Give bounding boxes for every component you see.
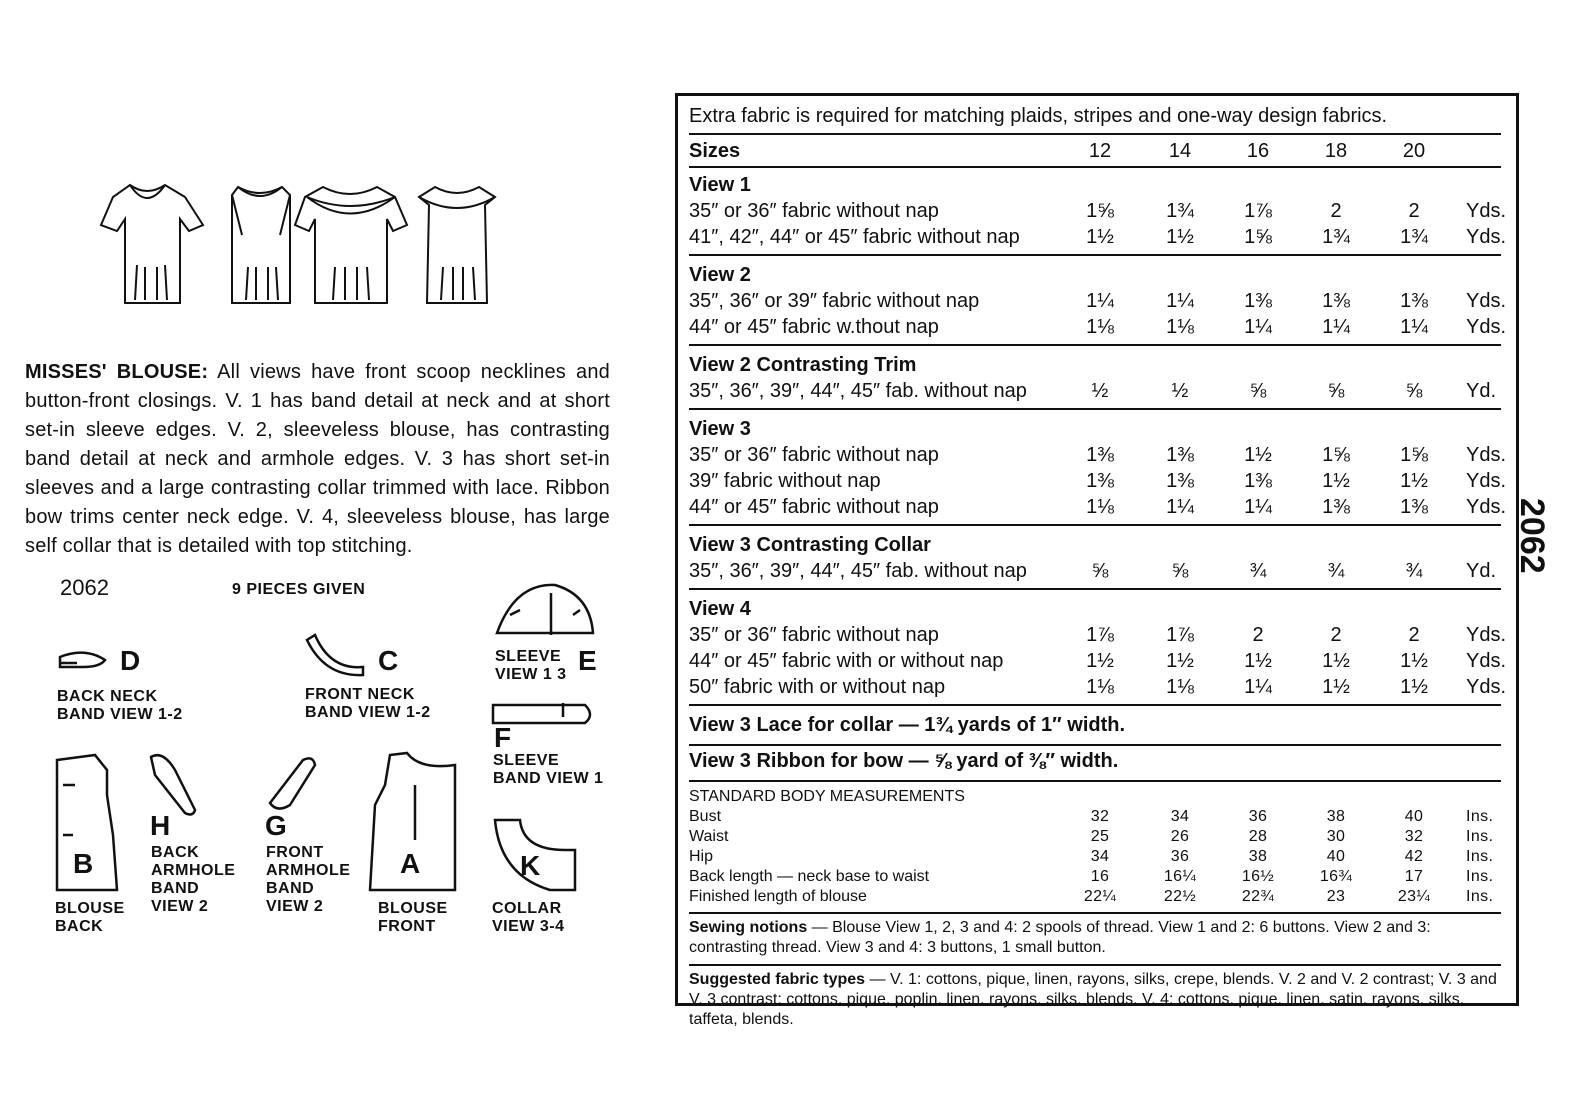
unit-label: Yd. [1466,560,1497,582]
size-value: 1½ [1086,226,1114,248]
size-value: 1⅝ [1244,226,1272,248]
size-value: 1½ [1086,650,1114,672]
unit-label: Yds. [1466,200,1507,222]
size-value: 1⅛ [1086,676,1114,698]
extra-fabric-note: Extra fabric is required for matching plaids, stripes and one-way design fabrics. [689,105,1388,127]
section-title: View 2 Contrasting Trim [689,354,917,376]
unit-label: Yds. [1466,444,1507,466]
piece-F-label: SLEEVE BAND VIEW 1 [493,752,604,787]
fabric-row-label: 35″ or 36″ fabric without nap [689,624,939,646]
piece-D-label: BACK NECK BAND VIEW 1-2 [57,688,183,723]
section-title: View 4 [689,598,751,620]
size-value: 1¾ [1166,200,1194,222]
measurement-label: Bust [689,808,722,825]
piece-F-letter: F [494,722,512,753]
fabrics-lead: Suggested fabric types [689,971,866,988]
size-value: 1⅞ [1086,624,1114,646]
sewing-notions: Sewing notions — Blouse View 1, 2, 3 and 4: 2 spools of thread. View 1 and 2: 6 buttons. View 2 and 3: contrasting thread. View 3 and 4: 3 buttons, 1 small button. [689,919,1431,956]
size-value: 1⅜ [1086,470,1114,492]
size-value: 1⅜ [1086,444,1114,466]
size-value: 2 [1330,200,1342,222]
table-divider [689,524,1501,526]
fabric-row-label: 50″ fabric with or without nap [689,676,946,698]
piece-A-letter: A [400,848,421,879]
piece-G-letter: G [265,810,287,841]
fabric-row-label: 35″, 36″, 39″, 44″, 45″ fab. without nap [689,560,1027,582]
unit-label: Yds. [1466,650,1507,672]
piece-C-letter: C [378,645,399,676]
sizes-label: Sizes [689,140,741,162]
fabric-row-label: 41″, 42″, 44″ or 45″ fabric without nap [689,226,1020,248]
size-value: 1½ [1400,650,1428,672]
table-divider [689,133,1501,135]
size-value: 1⅜ [1244,470,1272,492]
size-value: 1⅝ [1400,444,1428,466]
pattern-number-small: 2062 [60,575,109,600]
size-value: 1⅝ [1322,444,1350,466]
size-value: 34 [1170,808,1190,825]
size-value: 1⅜ [1322,496,1350,518]
unit-label: Yds. [1466,470,1507,492]
size-value: ⅝ [1091,560,1109,582]
piece-K-label: COLLAR VIEW 3-4 [492,900,565,935]
table-divider [689,912,1501,914]
size-value: 34 [1090,848,1110,865]
fabric-row-label: 35″, 36″ or 39″ fabric without nap [689,290,980,312]
view-1-sketch [101,185,203,303]
lace-row: View 3 Lace for collar — 1¾ yards of 1″ width. [689,714,1126,736]
size-value: 23 [1326,888,1346,905]
size-value: 32 [1404,828,1424,845]
size-value: 2 [1408,624,1420,646]
size-value: 1⅝ [1086,200,1114,222]
size-value: 25 [1090,828,1110,845]
unit-label: Ins. [1466,808,1494,825]
pieces-given-label: 9 PIECES GIVEN [232,581,366,598]
unit-label: Yds. [1466,290,1507,312]
size-value: 1⅜ [1166,470,1194,492]
piece-A-label: BLOUSE FRONT [378,900,448,935]
size-value: ⅝ [1405,380,1423,402]
size-value: 1¼ [1322,316,1350,338]
view-4-sketch [419,187,495,303]
size-value: ¾ [1249,560,1267,582]
suggested-fabrics: Suggested fabric types — V. 1: cottons, pique, linen, rayons, silks, crepe, blends. V. 2 and V. 2 contrast; V. 3 and V. 3 contrast: cottons, pique, poplin, linen, rayons, silks, blends. V. 4: cottons, pique, linen, satin, rayons, silks, taffeta, blends. [689,971,1497,1028]
size-value: 16½ [1241,868,1275,885]
unit-label: Yds. [1466,496,1507,518]
size-value: ⅝ [1327,380,1345,402]
size-value: 1⅛ [1166,316,1194,338]
size-value: 16¾ [1319,868,1353,885]
size-value: 23¼ [1397,888,1431,905]
size-value: 36 [1170,848,1190,865]
size-value: 1⅛ [1166,676,1194,698]
size-value: 1⅜ [1400,290,1428,312]
table-divider [689,744,1501,746]
size-value: 1¼ [1400,316,1428,338]
table-divider [689,704,1501,706]
unit-label: Yds. [1466,624,1507,646]
piece-D-letter: D [120,645,141,676]
piece-H-shape [151,755,195,814]
size-value: 1¼ [1244,676,1272,698]
size-value: 12 [1088,140,1112,162]
measurement-label: Hip [689,848,714,865]
size-value: 14 [1168,140,1192,162]
size-value: 1¼ [1244,316,1272,338]
size-value: 17 [1404,868,1424,885]
size-value: 2 [1408,200,1420,222]
size-value: 26 [1170,828,1190,845]
size-value: 1⅜ [1322,290,1350,312]
size-value: 1½ [1400,676,1428,698]
unit-label: Yds. [1466,316,1507,338]
table-divider [689,344,1501,346]
size-value: 16 [1090,868,1110,885]
size-value: 36 [1248,808,1268,825]
fabric-row-label: 35″ or 36″ fabric without nap [689,200,939,222]
unit-label: Ins. [1466,848,1494,865]
size-value: 20 [1402,140,1426,162]
size-value: 22¼ [1083,888,1117,905]
unit-label: Yds. [1466,226,1507,248]
size-value: ¾ [1327,560,1345,582]
table-divider [689,780,1501,782]
fabric-row-label: 35″ or 36″ fabric without nap [689,444,939,466]
view-3-sketch [295,187,407,303]
size-value: 18 [1324,140,1348,162]
size-value: 38 [1248,848,1268,865]
size-value: 2 [1252,624,1264,646]
section-title: View 3 Contrasting Collar [689,534,931,556]
fabric-row-label: 44″ or 45″ fabric w.thout nap [689,316,939,338]
piece-C-label: FRONT NECK BAND VIEW 1-2 [305,686,431,721]
piece-B-label: BLOUSE BACK [55,900,125,935]
size-value: 1¼ [1166,496,1194,518]
piece-H-letter: H [150,810,171,841]
section-title: View 3 [689,418,751,440]
description-lead: MISSES' BLOUSE: [25,361,209,383]
size-value: 1½ [1244,650,1272,672]
fabric-row-label: 35″, 36″, 39″, 44″, 45″ fab. without nap [689,380,1027,402]
pattern-description [25,358,610,561]
unit-label: Yds. [1466,676,1507,698]
measurement-label: Waist [689,828,729,845]
blouse-views-illustration [85,175,505,315]
piece-B-letter: B [73,848,94,879]
size-value: ⅝ [1171,560,1189,582]
size-value: 1½ [1166,650,1194,672]
size-value: 1¼ [1244,496,1272,518]
size-value: 2 [1330,624,1342,646]
size-value: 1⅞ [1166,624,1194,646]
table-divider [689,166,1501,168]
piece-K-letter: K [520,850,541,881]
size-value: 38 [1326,808,1346,825]
size-value: ½ [1171,380,1189,402]
pattern-number-side: 2062 [1513,498,1551,574]
table-divider [689,588,1501,590]
unit-label: Ins. [1466,828,1494,845]
size-value: 1¼ [1166,290,1194,312]
piece-G-label: FRONT ARMHOLE BAND VIEW 2 [266,844,351,915]
size-value: 30 [1326,828,1346,845]
size-value: 1½ [1322,470,1350,492]
piece-H-label: BACK ARMHOLE BAND VIEW 2 [151,844,236,915]
size-value: 16¼ [1163,868,1197,885]
size-value: 1½ [1322,676,1350,698]
size-value: 1⅛ [1086,496,1114,518]
piece-E-letter: E [578,645,597,676]
size-value: 1½ [1322,650,1350,672]
size-value: 32 [1090,808,1110,825]
description-text: All views have front scoop necklines and button-front closings. V. 1 has band detail at neck and at short set-in sleeve edges. V. 2, sleeveless blouse, has contrasting band detail at neck and armhole edges. V. 3 has short set-in sleeves and a large contrasting collar trimmed with lace. Ribbon bow trims center neck edge. V. 4, sleeveless blouse, has large self collar that is detailed with top stitching. [25,361,610,557]
measurement-label: Finished length of blouse [689,888,867,905]
size-value: 1⅜ [1400,496,1428,518]
size-value: ¾ [1405,560,1423,582]
size-value: 22½ [1163,888,1197,905]
fabric-row-label: 44″ or 45″ fabric without nap [689,496,939,518]
size-value: 40 [1404,808,1424,825]
size-value: 1⅜ [1244,290,1272,312]
piece-D-shape [60,653,105,667]
size-value: 1⅛ [1086,316,1114,338]
view-2-sketch [232,187,290,303]
section-title: View 1 [689,174,751,196]
measurement-label: Back length — neck base to waist [689,868,930,885]
measurements-title: STANDARD BODY MEASUREMENTS [689,788,965,805]
piece-G-shape [270,758,315,808]
size-value: 1¼ [1086,290,1114,312]
unit-label: Yd. [1466,380,1497,402]
table-divider [689,408,1501,410]
size-value: 1½ [1244,444,1272,466]
size-value: 22¾ [1241,888,1275,905]
section-title: View 2 [689,264,751,286]
size-value: 1½ [1400,470,1428,492]
size-value: ½ [1091,380,1109,402]
size-value: 16 [1246,140,1270,162]
notions-lead: Sewing notions [689,919,808,936]
size-value: 1¾ [1400,226,1428,248]
piece-E-shape [497,585,593,635]
ribbon-row: View 3 Ribbon for bow — ⅝ yard of ⅜″ width. [689,750,1119,772]
size-value: 1⅜ [1166,444,1194,466]
piece-F-shape [493,703,590,723]
unit-label: Ins. [1466,888,1494,905]
table-divider [689,964,1501,966]
size-value: 40 [1326,848,1346,865]
fabric-row-label: 39″ fabric without nap [689,470,881,492]
piece-E-label: SLEEVE VIEW 1 3 [495,648,567,683]
size-value: ⅝ [1249,380,1267,402]
size-value: 1½ [1166,226,1194,248]
unit-label: Ins. [1466,868,1494,885]
size-value: 1¾ [1322,226,1350,248]
table-divider [689,254,1501,256]
size-value: 28 [1248,828,1268,845]
fabric-row-label: 44″ or 45″ fabric with or without nap [689,650,1004,672]
piece-C-shape [307,635,363,675]
size-value: 42 [1404,848,1424,865]
size-value: 1⅞ [1244,200,1272,222]
